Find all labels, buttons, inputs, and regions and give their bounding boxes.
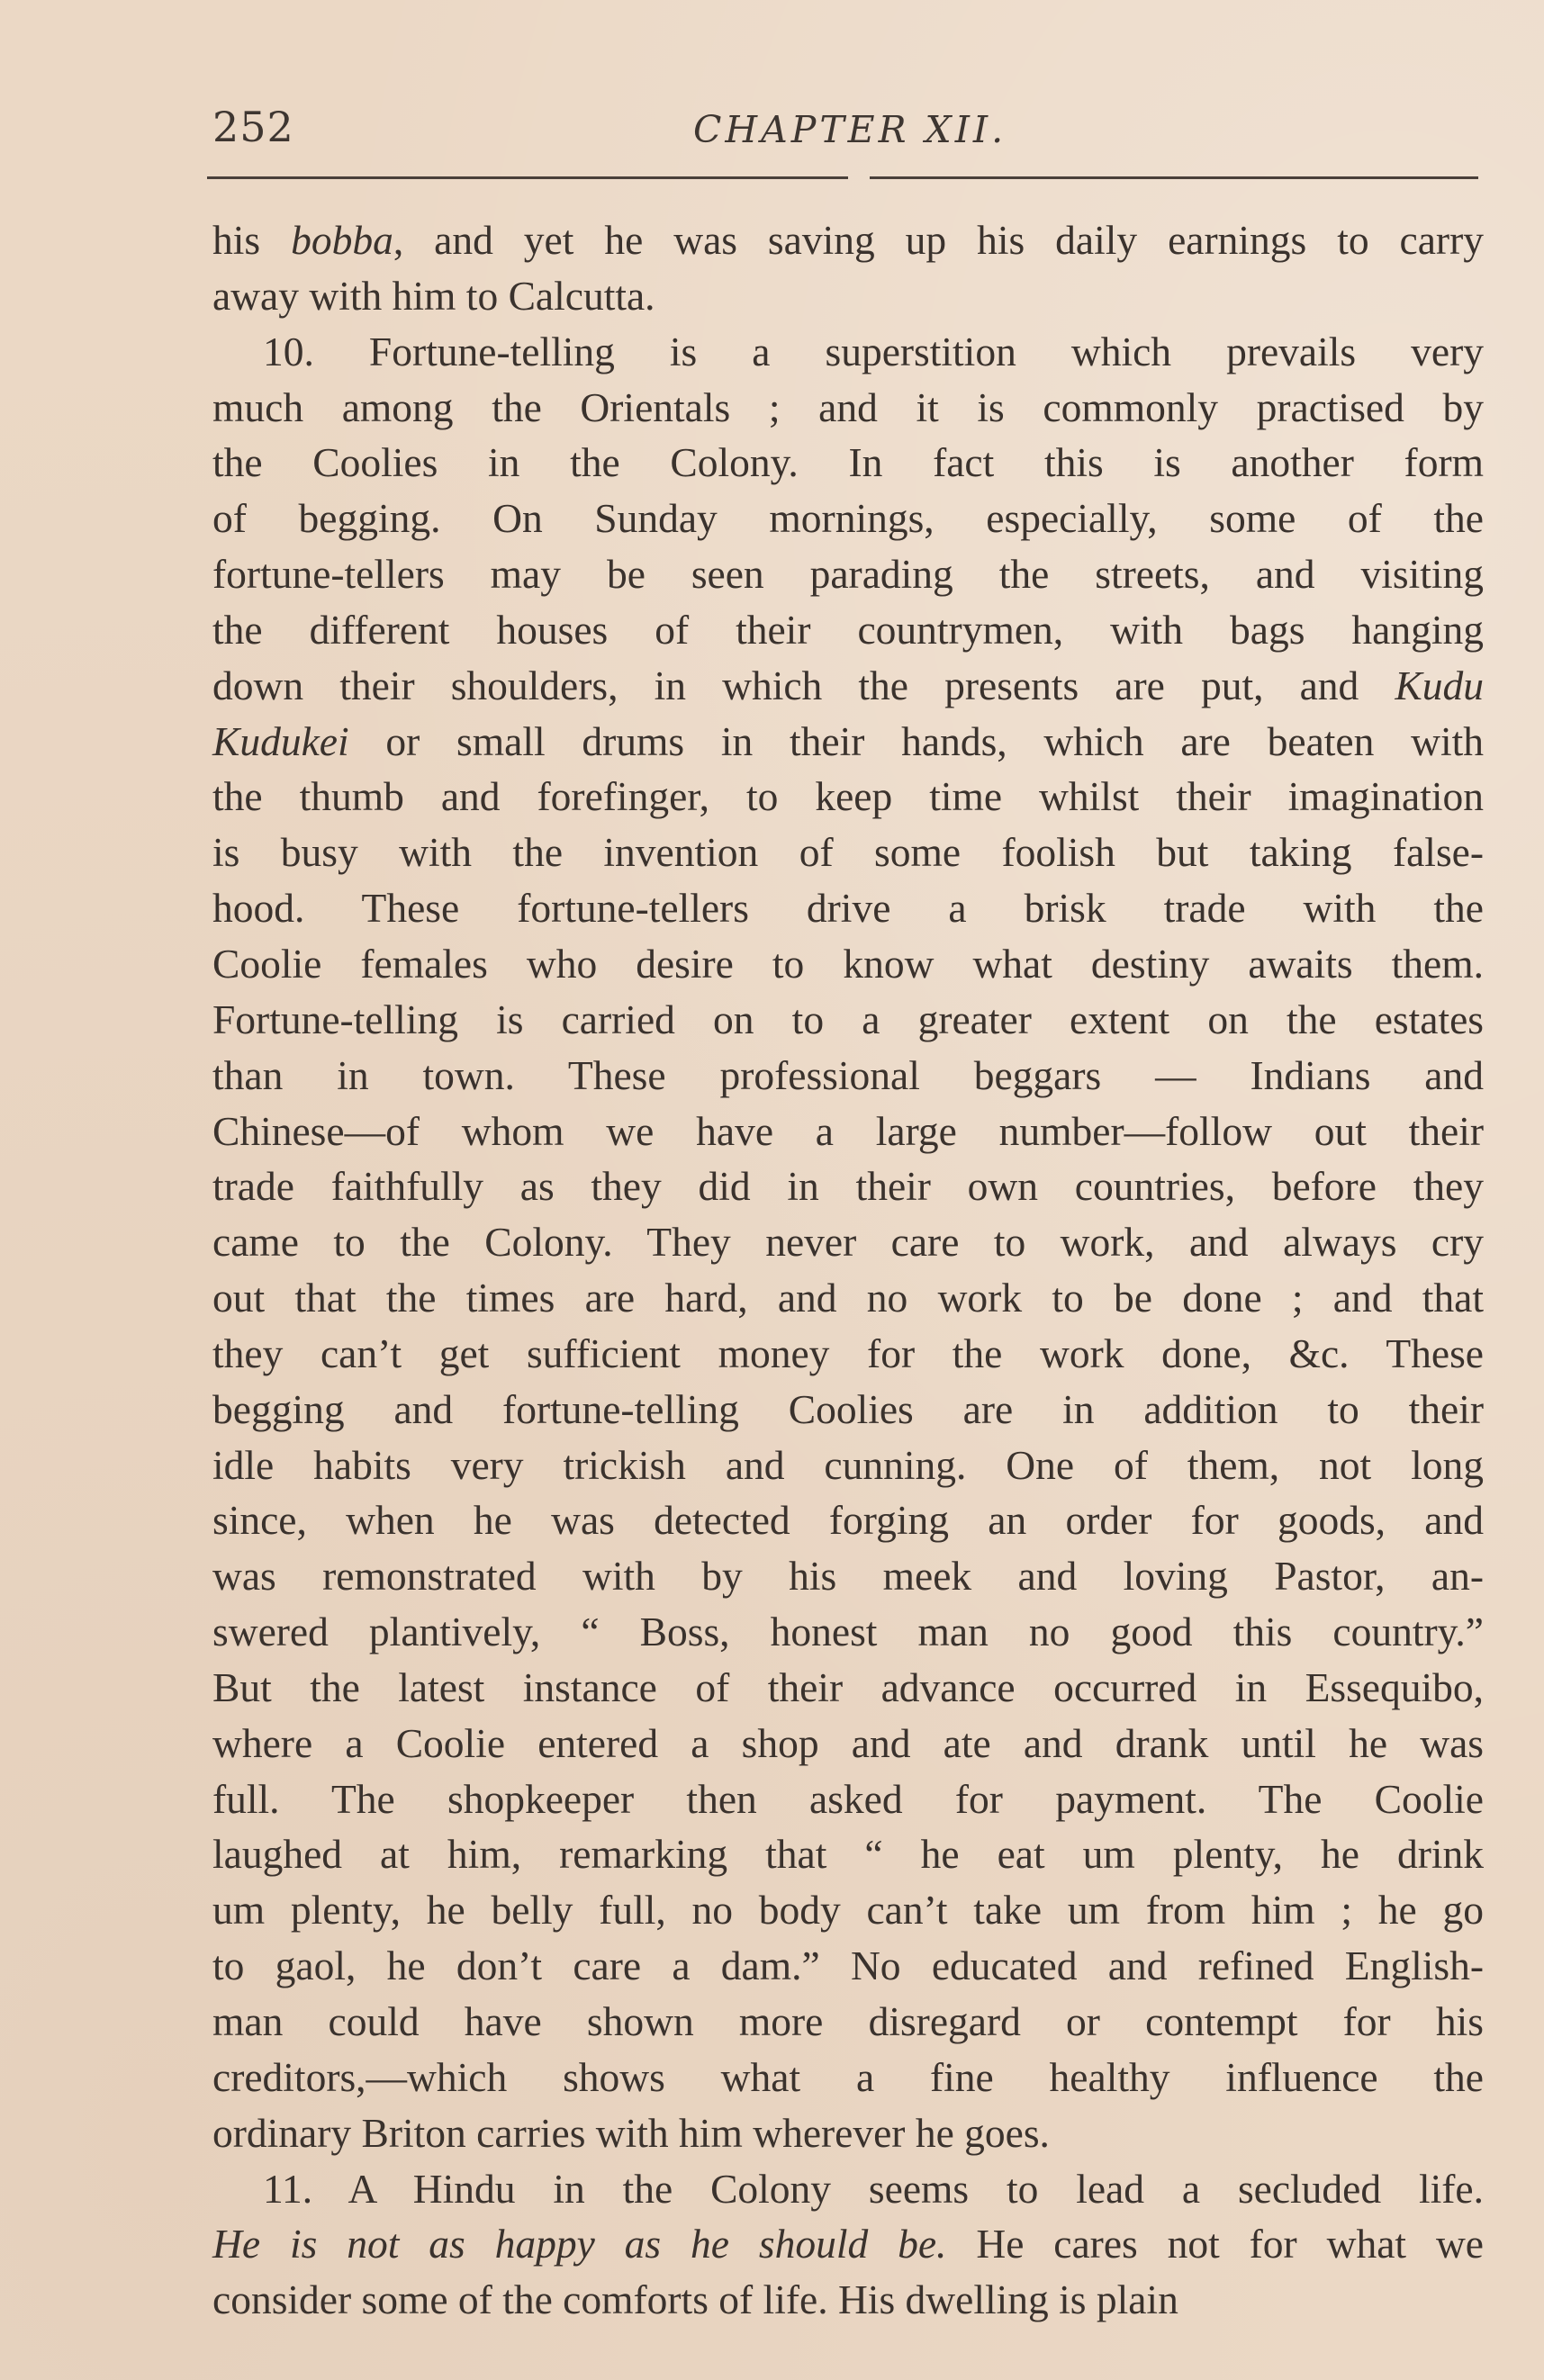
italic-text-segment: Kudu (1395, 662, 1484, 708)
italic-text-segment: bobba (291, 217, 393, 263)
text-segment: full. The shopkeeper then asked for payment. The Coolie (212, 1775, 1484, 1822)
text-segment: consider some of the comforts of life. His dwelling is plain (212, 2276, 1178, 2323)
text-segment: But the latest instance of their advance occurred in Essequibo, (212, 1663, 1484, 1710)
text-line (212, 2050, 1484, 2105)
text-line (212, 380, 1484, 436)
text-segment: the thumb and forefinger, to keep time whilst their imagination (212, 773, 1484, 820)
text-line (212, 2105, 1484, 2161)
text-line (212, 992, 1484, 1048)
text-line (212, 546, 1484, 602)
text-segment: laughed at him, remarking that “ he eat um plenty, he drink (212, 1831, 1484, 1878)
text-line (212, 2272, 1484, 2328)
text-line (212, 1771, 1484, 1827)
text-segment: Chinese—of whom we have a large number—follow out their (212, 1107, 1484, 1154)
text-segment: begging and fortune-telling Coolies are in addition to their (212, 1385, 1484, 1432)
text-segment: man could have shown more disregard or contempt for his (212, 1998, 1484, 2044)
text-line (212, 1214, 1484, 1270)
text-segment: came to the Colony. They never care to work, and always cry (212, 1219, 1484, 1266)
text-line (212, 268, 1484, 324)
italic-text-segment: Kudukei (212, 717, 349, 764)
text-line (212, 1882, 1484, 1938)
text-line (212, 1492, 1484, 1548)
text-segment: of begging. On Sunday mornings, especially, some of the (212, 495, 1484, 542)
text-segment: um plenty, he belly full, no body can’t take um from him ; he go (212, 1887, 1484, 1934)
text-segment: down their shoulders, in which the presents are put, and (212, 662, 1395, 708)
text-line (212, 1994, 1484, 2050)
text-line (212, 1938, 1484, 1994)
text-segment: ordinary Briton carries with him wherever he goes. (212, 2109, 1050, 2156)
text-line (212, 1716, 1484, 1771)
text-segment: creditors,—which shows what a fine healthy influence the (212, 2053, 1484, 2100)
header-rule-left (207, 176, 848, 179)
text-segment: idle habits very trickish and cunning. One of them, not long (212, 1441, 1484, 1488)
text-line (212, 880, 1484, 936)
text-line (212, 2216, 1484, 2272)
text-line (212, 1104, 1484, 1159)
header-rule-right (870, 176, 1478, 179)
text-line (212, 1660, 1484, 1716)
text-line (212, 1826, 1484, 1882)
text-segment: 11. A Hindu in the Colony seems to lead a secluded life. (263, 2165, 1484, 2212)
text-segment: they can’t get sufficient money for the work done, &c. These (212, 1330, 1484, 1376)
text-line (212, 1382, 1484, 1438)
text-line (212, 1326, 1484, 1382)
text-segment: Coolie females who desire to know what destiny awaits them. (212, 940, 1484, 987)
text-line (212, 491, 1484, 546)
text-segment: the Coolies in the Colony. In fact this is another form (212, 439, 1484, 486)
text-line (212, 1548, 1484, 1604)
page-number: 252 (212, 103, 294, 151)
text-line (212, 769, 1484, 825)
text-line (212, 1604, 1484, 1660)
text-line (212, 1270, 1484, 1326)
text-line (212, 1438, 1484, 1493)
text-segment: is busy with the invention of some foolish but taking false- (212, 829, 1484, 876)
text-segment: out that the times are hard, and no work to be done ; and that (212, 1275, 1484, 1321)
text-segment: 10. Fortune-telling is a superstition which prevails very (263, 328, 1484, 374)
text-line (212, 1048, 1484, 1104)
text-segment: was remonstrated with by his meek and loving Pastor, an- (212, 1553, 1484, 1600)
text-segment: since, when he was detected forging an order for goods, and (212, 1497, 1484, 1544)
text-segment: away with him to Calcutta. (212, 272, 655, 319)
text-segment: his (212, 217, 292, 263)
text-segment: Fortune-telling is carried on to a greater extent on the estates (212, 996, 1484, 1042)
text-line (212, 2161, 1484, 2217)
text-segment: hood. These fortune-tellers drive a brisk trade with the (212, 885, 1484, 932)
text-line (212, 324, 1484, 380)
text-segment: than in town. These professional beggars — Indians and (212, 1051, 1484, 1098)
running-head: CHAPTER XII. (693, 108, 1007, 151)
body-text (212, 212, 1484, 2328)
italic-text-segment: He is not as happy as he should be. (212, 2221, 947, 2267)
text-segment: trade faithfully as they did in their own countries, before they (212, 1163, 1484, 1210)
text-segment: swered plantively, “ Boss, honest man no good this country.” (212, 1609, 1484, 1655)
text-line (212, 825, 1484, 880)
text-line (212, 936, 1484, 992)
text-line (212, 435, 1484, 491)
text-segment: fortune-tellers may be seen parading the streets, and visiting (212, 551, 1484, 598)
text-segment: , and yet he was saving up his daily earnings to carry (393, 217, 1484, 263)
text-line (212, 212, 1484, 268)
text-segment: to gaol, he don’t care a dam.” No educated and refined English- (212, 1943, 1484, 1989)
page-header (209, 99, 1487, 162)
text-segment: or small drums in their hands, which are beaten with (348, 717, 1484, 764)
text-line (212, 1158, 1484, 1214)
text-line (212, 714, 1484, 770)
text-segment: where a Coolie entered a shop and ate and drank until he was (212, 1719, 1484, 1766)
text-line (212, 658, 1484, 714)
text-segment: the different houses of their countrymen, with bags hanging (212, 606, 1484, 653)
text-segment: much among the Orientals ; and it is commonly practised by (212, 383, 1484, 430)
text-segment: He cares not for what we (946, 2221, 1484, 2267)
text-line (212, 602, 1484, 658)
